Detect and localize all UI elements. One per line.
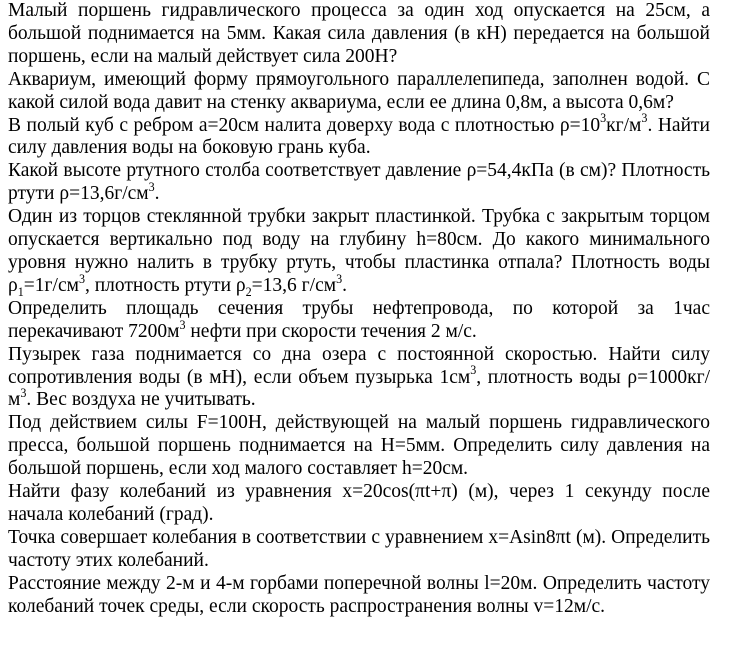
problem-text: Расстояние между 2-м и 4-м горбами поперечной волны l=20м. Определить частоту колебаний точек среды, если скорость распространения волны v=12м/с. [8, 572, 710, 617]
superscript: 3 [600, 111, 607, 126]
problem-text: Один из торцов стеклянной трубки закрыт пластинкой. Трубка с закрытым торцом опускается вертикально под воду на глубину h=80см. До какого минимального уровня нужно налить в трубку ртуть, чтобы пластинка отпала? Плотность воды ρ [8, 206, 710, 296]
problem-paragraph [8, 69, 710, 115]
problem-text: . [154, 183, 160, 205]
problem-text: , плотность ртути ρ [85, 274, 246, 296]
superscript: 3 [20, 386, 27, 401]
superscript: 3 [78, 271, 85, 286]
problem-paragraph [8, 481, 710, 527]
problem-text: Точка совершает колебания в соответствии с уравнением x=Asin8πt (м). Определить частоту этих колебаний. [8, 526, 710, 571]
superscript: 3 [148, 180, 155, 195]
problem-paragraph [8, 298, 710, 344]
problem-text: , плотность воды ρ=1000кг/м [8, 366, 710, 411]
problem-paragraph [8, 573, 710, 619]
problem-paragraph [8, 527, 710, 573]
problem-text: Аквариум, имеющий форму прямоугольного параллелепипеда, заполнен водой. С какой силой вода давит на стенку аквариума, если ее длина 0,8м, а высота 0,6м? [8, 68, 710, 113]
problem-text: . Найти силу давления воды на боковую грань куба. [8, 114, 710, 159]
subscript: 2 [245, 284, 252, 299]
problem-text: Малый поршень гидравлического процесса за один ход опускается на 25см, а большой поднимается на 5мм. Какая сила давления (в кН) передается на большой поршень, если на малый действует сила 200Н? [8, 0, 710, 67]
superscript: 3 [179, 317, 186, 332]
problem-paragraph [8, 206, 710, 298]
problem-paragraph [8, 412, 710, 481]
superscript: 3 [641, 111, 648, 126]
problem-text: . Вес воздуха не учитывать. [26, 389, 256, 411]
problem-text: нефти при скорости течения 2 м/с. [185, 320, 477, 342]
problem-paragraph [8, 111, 710, 161]
problem-text: В полый куб с ребром а=20см налита доверху вода с плотностью ρ=10 [8, 114, 601, 136]
problem-paragraph [8, 160, 710, 206]
problem-paragraph [8, 0, 710, 69]
superscript: 3 [470, 363, 477, 378]
problem-paragraph [8, 344, 710, 413]
problem-text: Найти фазу колебаний из уравнения x=20cos(πt+π) (м), через 1 секунду после начала колебаний (град). [8, 481, 710, 525]
problem-text: Определить площадь сечения трубы нефтепровода, по которой за 1час перекачивают 7200м [8, 297, 710, 342]
problem-list [8, 0, 710, 618]
problem-text: Под действием силы F=100Н, действующей на малый поршень гидравлического пресса, большой поршень поднимается на H=5мм. Определить силу давления на большой поршень, если ход малого составляет h=20см. [8, 412, 710, 480]
subscript: 1 [17, 284, 24, 299]
problem-text: . [342, 274, 348, 296]
problem-text: Какой высоте ртутного столба соответствует давление ρ=54,4кПа (в см)? Плотность ртути ρ=13,6г/см [8, 160, 710, 205]
problem-text: =13,6 г/см [251, 274, 337, 296]
problem-text: =1г/см [23, 274, 79, 296]
problem-text: кг/м [606, 114, 642, 136]
problem-text: Пузырек газа поднимается со дна озера с постоянной скоростью. Найти силу сопротивления воды (в мН), если объем пузырька 1см [8, 343, 710, 388]
superscript: 3 [336, 271, 343, 286]
